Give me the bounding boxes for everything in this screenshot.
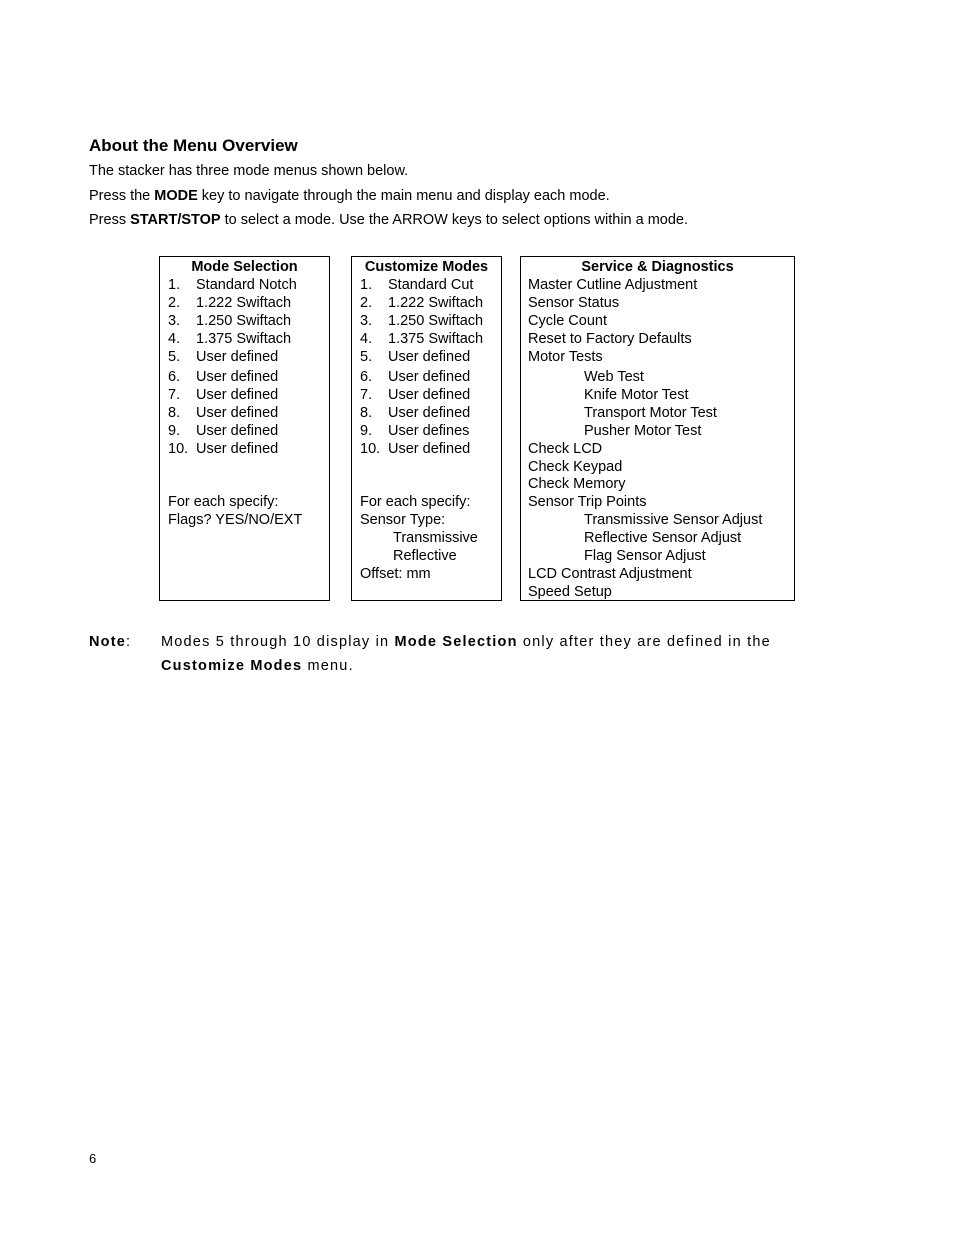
mode-selection-item: [168, 348, 278, 366]
customize-modes-title: Customize Modes: [364, 259, 489, 275]
customize-modes-item: [360, 294, 483, 312]
customize-modes-item: [360, 440, 470, 458]
customize-modes-item: [360, 348, 470, 366]
mode-selection-item-number: 3.: [168, 313, 181, 329]
lcd-contrast-item: LCD Contrast Adjustment: [528, 566, 692, 582]
note-text: menu.: [302, 658, 354, 674]
pusher-motor-test-item: Pusher Motor Test: [584, 423, 702, 439]
transmissive-option: Transmissive: [393, 530, 478, 546]
mode-selection-item-label: User defined: [196, 387, 279, 403]
check-lcd-item: Check LCD: [528, 441, 603, 457]
mode-selection-box: [159, 256, 330, 601]
customize-modes-item: [360, 330, 483, 348]
mode-selection-item: [168, 294, 291, 312]
note-customize-modes: Customize Modes: [161, 658, 303, 674]
note-colon: :: [126, 634, 132, 650]
mode-selection-item-number: 7.: [168, 387, 181, 403]
mode-flags-label: Flags? YES/NO/EXT: [168, 512, 303, 528]
customize-modes-item-label: 1.250 Swiftach: [388, 313, 484, 329]
customize-modes-item-number: 4.: [360, 331, 373, 347]
mode-selection-item-number: 4.: [168, 331, 181, 347]
customize-modes-item: [360, 276, 473, 294]
note-mode-selection: Mode Selection: [394, 634, 518, 650]
customize-modes-item-number: 10.: [360, 441, 381, 457]
knife-motor-test-item: Knife Motor Test: [584, 387, 689, 403]
customize-modes-item: [360, 368, 470, 386]
mode-selection-item: [168, 422, 278, 440]
customize-modes-item-number: 3.: [360, 313, 373, 329]
mode-selection-item: [168, 440, 278, 458]
web-test-item: Web Test: [584, 369, 644, 385]
customize-modes-item-label: Standard Cut: [388, 277, 474, 293]
master-cutline-item: Master Cutline Adjustment: [528, 277, 698, 293]
intro-text: to select a mode. Use the ARROW keys to select options within a mode.: [220, 212, 689, 228]
mode-selection-title: Mode Selection: [191, 259, 298, 275]
sensor-trip-points-item: Sensor Trip Points: [528, 494, 647, 510]
service-diagnostics-title: Service & Diagnostics: [581, 259, 734, 275]
customize-modes-item-label: User defined: [388, 369, 471, 385]
customize-modes-item-number: 1.: [360, 277, 373, 293]
note-text-line-2: [161, 657, 354, 675]
customize-modes-item-number: 6.: [360, 369, 373, 385]
intro-line-3: [89, 211, 688, 229]
mode-selection-item-number: 5.: [168, 349, 181, 365]
mode-selection-item-number: 8.: [168, 405, 181, 421]
note-line-1: [89, 633, 131, 651]
note-label: Note: [89, 634, 127, 650]
mode-selection-item-label: 1.222 Swiftach: [196, 295, 292, 311]
sensor-status-item: Sensor Status: [528, 295, 620, 311]
customize-modes-item-number: 2.: [360, 295, 373, 311]
check-keypad-item: Check Keypad: [528, 459, 623, 475]
customize-modes-item-number: 8.: [360, 405, 373, 421]
mode-key-label: MODE: [154, 188, 198, 204]
mode-selection-item: [168, 404, 278, 422]
mode-selection-item-label: 1.250 Swiftach: [196, 313, 292, 329]
mode-selection-item-label: 1.375 Swiftach: [196, 331, 292, 347]
offset-label: Offset: mm: [360, 566, 431, 582]
cycle-count-item: Cycle Count: [528, 313, 607, 329]
mode-selection-item: [168, 386, 278, 404]
motor-tests-item: Motor Tests: [528, 349, 603, 365]
mode-selection-item-number: 1.: [168, 277, 181, 293]
customize-modes-item-label: User defined: [388, 441, 471, 457]
transmissive-sensor-adjust-item: Transmissive Sensor Adjust: [584, 512, 763, 528]
customize-modes-item: [360, 386, 470, 404]
mode-specify-label: For each specify:: [168, 494, 279, 510]
intro-text: Press the: [89, 188, 155, 204]
mode-selection-item-number: 6.: [168, 369, 181, 385]
note-text-line-1: [161, 633, 771, 651]
reflective-sensor-adjust-item: Reflective Sensor Adjust: [584, 530, 742, 546]
customize-modes-item-number: 5.: [360, 349, 373, 365]
mode-selection-item: [168, 330, 291, 348]
mode-selection-item-number: 10.: [168, 441, 189, 457]
reflective-option: Reflective: [393, 548, 457, 564]
check-memory-item: Check Memory: [528, 476, 626, 492]
mode-selection-item-label: User defined: [196, 441, 279, 457]
mode-selection-item-number: 2.: [168, 295, 181, 311]
flag-sensor-adjust-item: Flag Sensor Adjust: [584, 548, 706, 564]
custom-specify-label: For each specify:: [360, 494, 471, 510]
customize-modes-item: [360, 422, 469, 440]
note-text: Modes 5 through 10 display in: [161, 634, 395, 650]
intro-line-2: [89, 187, 610, 205]
customize-modes-item-label: 1.222 Swiftach: [388, 295, 484, 311]
customize-modes-item-label: User defined: [388, 387, 471, 403]
reset-defaults-item: Reset to Factory Defaults: [528, 331, 692, 347]
note-text: only after they are defined in the: [517, 634, 771, 650]
mode-selection-item-label: Standard Notch: [196, 277, 297, 293]
start-stop-key-label: START/STOP: [130, 212, 221, 228]
customize-modes-item-label: User defines: [388, 423, 470, 439]
page-number: 6: [89, 1151, 97, 1166]
mode-selection-item-label: User defined: [196, 423, 279, 439]
section-heading: About the Menu Overview: [89, 136, 298, 155]
mode-selection-item-label: User defined: [196, 405, 279, 421]
speed-setup-item: Speed Setup: [528, 584, 612, 600]
customize-modes-item-label: 1.375 Swiftach: [388, 331, 484, 347]
mode-selection-item: [168, 368, 278, 386]
mode-selection-item: [168, 312, 291, 330]
mode-selection-item-number: 9.: [168, 423, 181, 439]
intro-text: Press: [89, 212, 131, 228]
mode-selection-item: [168, 276, 297, 294]
customize-modes-item-number: 9.: [360, 423, 373, 439]
mode-selection-item-label: User defined: [196, 349, 279, 365]
service-diagnostics-box: [520, 256, 795, 601]
customize-modes-box: [351, 256, 502, 601]
sensor-type-label: Sensor Type:: [360, 512, 446, 528]
intro-line-1: The stacker has three mode menus shown below.: [89, 163, 409, 179]
customize-modes-item: [360, 312, 483, 330]
customize-modes-item-label: User defined: [388, 405, 471, 421]
transport-motor-test-item: Transport Motor Test: [584, 405, 717, 421]
customize-modes-item-label: User defined: [388, 349, 471, 365]
customize-modes-item-number: 7.: [360, 387, 373, 403]
mode-selection-item-label: User defined: [196, 369, 279, 385]
intro-text: key to navigate through the main menu and display each mode.: [197, 188, 610, 204]
customize-modes-item: [360, 404, 470, 422]
